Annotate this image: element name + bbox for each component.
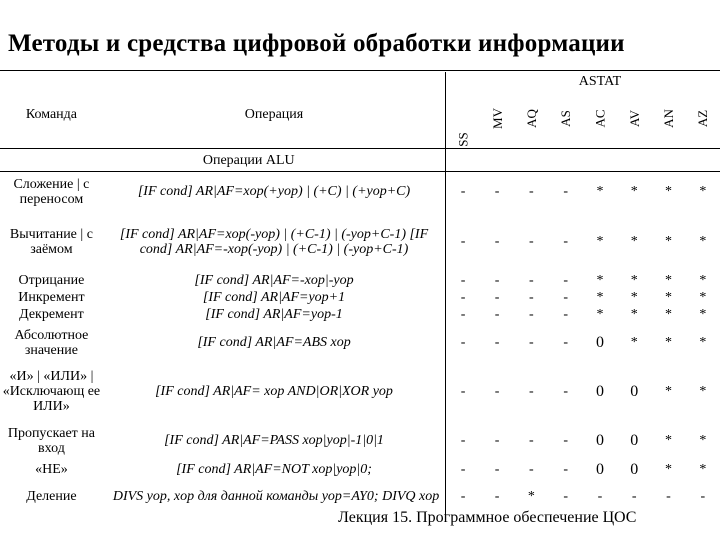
row-operation: [IF cond] AR|AF=ABS xop <box>197 335 351 350</box>
flag-av: 0 <box>630 461 639 478</box>
row-command: Деление <box>26 489 77 504</box>
flag-av: - <box>631 489 637 504</box>
section-row <box>0 149 720 172</box>
flag-an: * <box>665 306 673 322</box>
flag-aq: - <box>529 184 534 200</box>
flag-mv: - <box>494 462 500 477</box>
row-command: Пропускает на вход <box>7 425 95 456</box>
row-operation: [IF cond] AR|AF=xop(-yop) | (+C-1) | (-yop+C-1) [IF cond] AR|AF=-xop(-yop) | (+C-1) | (-yop+C-1) <box>119 226 429 257</box>
flag-an: * <box>665 462 673 477</box>
flag-av: * <box>630 289 638 305</box>
header-flag-av: AV <box>617 90 651 149</box>
row-operation: [IF cond] AR|AF=NOT xop|yop|0; <box>176 462 372 477</box>
flag-ac: - <box>597 489 603 504</box>
flag-as: - <box>563 462 568 477</box>
flag-az: * <box>699 272 707 288</box>
flag-ac: * <box>596 289 604 305</box>
flag-an: * <box>665 384 673 399</box>
flag-as: - <box>563 384 568 399</box>
header-command: Команда <box>0 72 103 149</box>
flag-an: * <box>665 234 673 249</box>
flag-aq: - <box>529 306 534 322</box>
flag-an: * <box>665 272 673 288</box>
header-astat: ASTAT <box>578 73 622 89</box>
row-operation: [IF cond] AR|AF= xop AND|OR|XOR yop <box>155 384 393 399</box>
table-row <box>0 272 720 289</box>
flag-ss: - <box>446 272 480 289</box>
flag-ss: - <box>446 306 480 323</box>
flag-aq: - <box>529 433 534 448</box>
flag-az: * <box>699 306 707 322</box>
flag-mv: - <box>494 335 500 350</box>
flag-av: * <box>630 184 638 200</box>
flag-ss: - <box>446 363 480 421</box>
flag-ac: 0 <box>595 334 604 351</box>
table-row <box>0 323 720 363</box>
flag-as: - <box>563 433 568 448</box>
row-command: Инкремент <box>18 289 85 305</box>
row-command: Отрицание <box>18 272 85 288</box>
table-row <box>0 212 720 272</box>
flag-mv: - <box>494 489 500 504</box>
table-row <box>0 172 720 212</box>
flag-ac: * <box>596 234 604 249</box>
flag-ss: - <box>446 461 480 479</box>
header-flag-aq: AQ <box>514 90 548 149</box>
flag-mv: - <box>494 384 500 399</box>
flag-ac: * <box>596 184 604 200</box>
row-operation: [IF cond] AR|AF=-xop|-yop <box>194 272 354 288</box>
flag-mv: - <box>494 234 500 249</box>
table-row <box>0 363 720 421</box>
flag-aq: - <box>529 335 534 350</box>
table-row <box>0 306 720 323</box>
flag-an: * <box>665 433 673 448</box>
header-flag-ss: SS <box>446 72 480 149</box>
flag-as: - <box>563 184 568 200</box>
row-command: Сложение | с переносом <box>13 176 90 207</box>
flag-aq: - <box>529 289 534 305</box>
flag-an: * <box>665 184 673 200</box>
flag-an: * <box>665 289 673 305</box>
header-operation: Операция <box>103 72 446 149</box>
row-operation: DIVS yop, xop для данной команды yop=AY0; DIVQ xop <box>112 489 440 504</box>
section-title: Операции ALU <box>103 149 446 172</box>
table-row <box>0 421 720 461</box>
flag-az: * <box>699 433 707 448</box>
row-operation: [IF cond] AR|AF=yop-1 <box>205 306 343 322</box>
flag-az: * <box>699 234 707 249</box>
flag-ss: - <box>446 172 480 212</box>
flag-aq: - <box>529 462 534 477</box>
flag-an: - <box>666 489 671 504</box>
row-command: «И» | «ИЛИ» | «Исключающ ее ИЛИ» <box>2 369 101 414</box>
flag-aq: * <box>527 489 535 504</box>
flag-ac: 0 <box>595 432 604 449</box>
slide-footer: Лекция 15. Программное обеспечение ЦОС <box>338 509 637 526</box>
flag-as: - <box>563 234 568 249</box>
alu-flags-table <box>0 72 720 515</box>
flag-ac: * <box>596 272 604 288</box>
row-operation: [IF cond] AR|AF=PASS xop|yop|-1|0|1 <box>164 433 384 448</box>
row-command: Декремент <box>19 306 84 322</box>
flag-av: * <box>630 306 638 322</box>
table-row <box>0 461 720 479</box>
flag-ac: * <box>596 306 604 322</box>
flag-ss: - <box>446 479 480 515</box>
flag-aq: - <box>529 384 534 399</box>
row-command: Абсолютное значение <box>14 327 89 358</box>
row-operation: [IF cond] AR|AF=yop+1 <box>202 289 346 305</box>
header-flag-mv: MV <box>480 90 514 149</box>
flag-av: * <box>630 234 638 249</box>
flag-av: * <box>630 272 638 288</box>
flag-ss: - <box>446 289 480 306</box>
flag-as: - <box>563 272 568 288</box>
flag-as: - <box>563 289 568 305</box>
flag-az: * <box>699 289 707 305</box>
slide-title: Методы и средства цифровой обработки информации <box>8 30 625 57</box>
flag-az: * <box>699 384 707 399</box>
header-flag-az: AZ <box>686 90 720 149</box>
flag-an: * <box>665 335 673 350</box>
header-flag-ac: AC <box>583 90 617 149</box>
flag-av: * <box>630 335 638 350</box>
flag-ss: - <box>446 212 480 272</box>
title-divider <box>0 70 720 71</box>
flag-ss: - <box>446 323 480 363</box>
flag-as: - <box>563 489 568 504</box>
flag-az: - <box>700 489 706 504</box>
flag-mv: - <box>494 289 500 305</box>
flag-aq: - <box>529 272 534 288</box>
row-command: «НЕ» <box>35 462 68 477</box>
flag-az: * <box>699 462 707 477</box>
flag-mv: - <box>494 184 500 200</box>
header-flag-an: AN <box>651 90 685 149</box>
flag-ss: - <box>446 421 480 461</box>
flag-av: 0 <box>630 432 639 449</box>
flag-mv: - <box>494 306 500 322</box>
flag-mv: - <box>494 433 500 448</box>
row-command: Вычитание | с заёмом <box>9 226 93 257</box>
flag-ac: 0 <box>595 461 604 478</box>
flag-as: - <box>563 335 568 350</box>
flag-aq: - <box>529 234 534 249</box>
header-flag-as: AS <box>549 90 583 149</box>
row-operation: [IF cond] AR|AF=xop(+yop) | (+C) | (+yop+C) <box>137 184 411 200</box>
flag-az: * <box>699 184 707 200</box>
flag-mv: - <box>494 272 500 288</box>
header-row <box>0 72 720 90</box>
table-row <box>0 289 720 306</box>
flag-ac: 0 <box>595 383 604 400</box>
flag-az: * <box>699 335 707 350</box>
flag-av: 0 <box>630 383 639 400</box>
flag-as: - <box>563 306 568 322</box>
